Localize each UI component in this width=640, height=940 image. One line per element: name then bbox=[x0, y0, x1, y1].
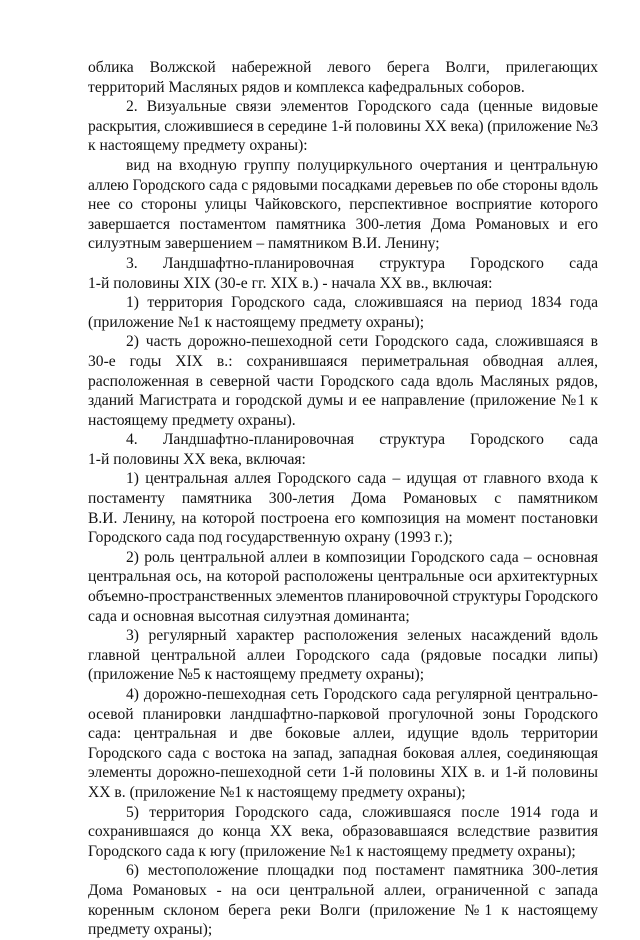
text-line: постаменту памятника 300-летия Дома Романовых с памятником bbox=[88, 490, 598, 508]
text-line: осевой планировки ландшафтно-парковой прогулочной зоны Городского bbox=[88, 705, 598, 723]
text-line: сада: центральная и две боковые аллеи, идущие вдоль территории bbox=[88, 725, 598, 743]
text-line: территорий Масляных рядов и комплекса кафедральных соборов. bbox=[88, 78, 525, 96]
text-line: элементы дорожно-пешеходной сети 1-й половины XIX в. и 1-й половины bbox=[88, 764, 598, 782]
text-line: 2) роль центральной аллеи в композиции Городского сада – основная bbox=[126, 548, 598, 566]
text-line: главной центральной аллеи Городского сада (рядовые посадки липы) bbox=[88, 646, 598, 664]
text-line: В.И. Ленину, на которой построена его композиция на момент постановки bbox=[88, 509, 598, 527]
text-line: 1-й половины XIX (30-е гг. XIX в.) - начала XX вв., включая: bbox=[88, 274, 493, 292]
text-line: центральная ось, на которой расположены центральные оси архитектурных bbox=[88, 568, 598, 586]
text-line: объемно-пространственных элементов планировочной структуры Городского bbox=[88, 588, 598, 606]
text-line: 3) регулярный характер расположения зеленых насаждений вдоль bbox=[126, 627, 598, 645]
text-line: предмету охраны); bbox=[88, 921, 213, 939]
text-line: Городского сада к югу (приложение №1 к настоящему предмету охраны); bbox=[88, 842, 576, 860]
text-line: 5) территория Городского сада, сложившаяся после 1914 года и bbox=[126, 803, 598, 821]
text-line: зданий Магистрата и городской думы и ее направление (приложение №1 к bbox=[88, 392, 598, 410]
text-line: вид на входную группу полуциркульного очертания и центральную bbox=[126, 156, 598, 174]
text-line: 1) центральная аллея Городского сада – идущая от главного входа к bbox=[126, 470, 598, 488]
text-line: Городского сада под государственную охрану (1993 г.); bbox=[88, 529, 453, 547]
text-line: 6) местоположение площадки под постамент памятника 300-летия bbox=[126, 862, 598, 880]
text-line: облика Волжской набережной левого берега Волги, прилегающих bbox=[88, 59, 598, 76]
text-line: нее со стороны улицы Чайковского, перспективное восприятие которого bbox=[88, 196, 598, 214]
text-line: аллею Городского сада с рядовыми посадками деревьев по обе стороны вдоль bbox=[88, 176, 598, 194]
text-line: 4) дорожно-пешеходная сеть Городского сада регулярной центрально- bbox=[126, 686, 598, 703]
text-line: Дома Романовых - на оси центральной аллеи, ограниченной с запада bbox=[88, 881, 598, 899]
text-line: завершается постаментом памятника 300-летия Дома Романовых и его bbox=[88, 215, 598, 233]
text-line: (приложение №1 к настоящему предмету охраны); bbox=[88, 313, 425, 331]
text-line: силуэтным завершением – памятником В.И. Ленину; bbox=[88, 235, 440, 253]
text-line: сада и основная высотная силуэтная доминанта; bbox=[88, 607, 410, 625]
document-page bbox=[88, 58, 598, 940]
text-line: Городского сада с востока на запад, западная боковая аллея, соединяющая bbox=[88, 744, 598, 762]
text-line: (приложение №5 к настоящему предмету охраны); bbox=[88, 666, 425, 684]
text-line: 4. Ландшафтно-планировочная структура Городского сада bbox=[126, 431, 598, 449]
text-line: сохранившаяся до конца XX века, образовавшаяся вследствие развития bbox=[88, 823, 598, 841]
text-line: настоящему предмету охраны). bbox=[88, 411, 296, 429]
text-line: к настоящему предмету охраны): bbox=[88, 137, 308, 155]
text-line: раскрытия, сложившиеся в середине 1-й половины XX века) (приложение №3 bbox=[88, 117, 598, 135]
text-line: расположенная в северной части Городского сада вдоль Масляных рядов, bbox=[88, 372, 598, 390]
text-line: 30-е годы XIX в.: сохранившаяся периметральная обводная аллея, bbox=[88, 352, 598, 370]
text-line: 1-й половины XX века, включая: bbox=[88, 450, 306, 468]
text-line: 2) часть дорожно-пешеходной сети Городского сада, сложившаяся в bbox=[126, 333, 598, 351]
text-line: 3. Ландшафтно-планировочная структура Городского сада bbox=[126, 254, 598, 272]
document-body bbox=[88, 58, 598, 940]
text-line: 2. Визуальные связи элементов Городского сада (ценные видовые bbox=[126, 98, 598, 116]
text-line: XX в. (приложение №1 к настоящему предмету охраны); bbox=[88, 783, 466, 801]
text-line: 1) территория Городского сада, сложившаяся на период 1834 года bbox=[126, 294, 598, 312]
text-line: коренным склоном берега реки Волги (приложение №1 к настоящему bbox=[88, 901, 598, 919]
